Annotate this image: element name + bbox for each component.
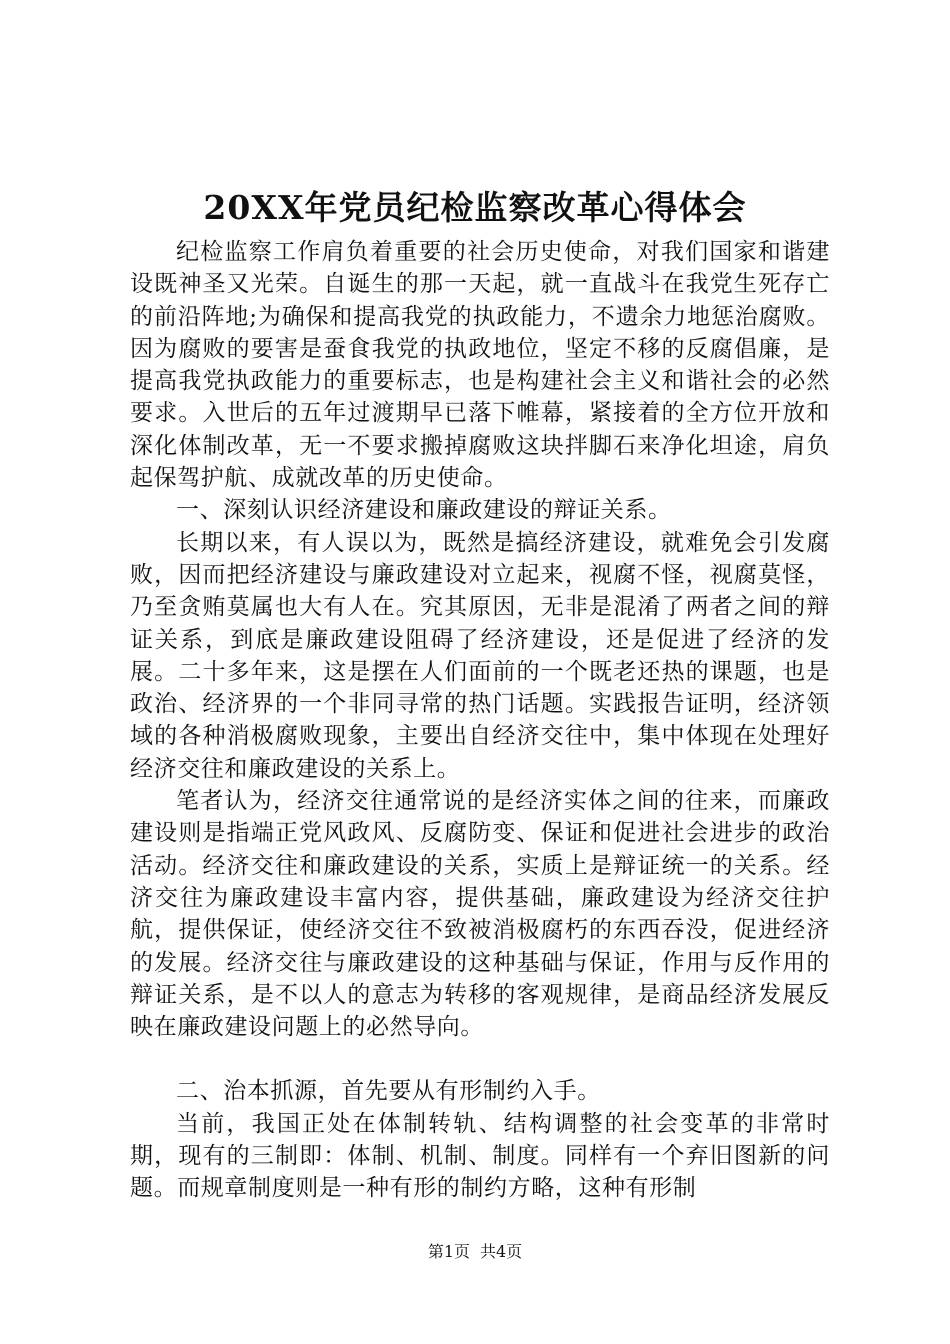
page-footer xyxy=(0,1242,950,1262)
document-body xyxy=(130,236,830,1205)
section-heading-1: 一、深刻认识经济建设和廉政建设的辩证关系。 xyxy=(176,497,672,524)
paragraph-intro: 纪检监察工作肩负着重要的社会历史使命，对我们国家和谐建设既神圣又光荣。自诞生的那一天起，就一直战斗在我党生死存亡的前沿阵地;为确保和提高我党的执政能力，不遗余力地惩治腐败。因为腐败的要害是蚕食我党的执政地位，坚定不移的反腐倡廉，是提高我党执政能力的重要标志，也是构建社会主义和谐社会的必然要求。入世后的五年过渡期早已落下帷幕，紧接着的全方位开放和深化体制改革，无一不要求搬掉腐败这块拌脚石来净化坦途，肩负起保驾护航、成就改革的历史使命。 xyxy=(130,239,830,492)
page-number-total: 共4页 xyxy=(480,1242,523,1261)
page-number-current: 第1页 xyxy=(427,1242,470,1261)
paragraph-section-1b: 笔者认为，经济交往通常说的是经济实体之间的往来，而廉政建设则是指端正党风政风、反腐防变、保证和促进社会进步的政治活动。经济交往和廉政建设的关系，实质上是辩证统一的关系。经济交往为廉政建设丰富内容，提供基础，廉政建设为经济交往护航，提供保证，使经济交往不致被消极腐朽的东西吞没，促进经济的发展。经济交往与廉政建设的这种基础与保证，作用与反作用的辩证关系，是不以人的意志为转移的客观规律，是商品经济发展反映在廉政建设问题上的必然导向。 xyxy=(130,788,830,1041)
paragraph-section-2a: 当前，我国正处在体制转轨、结构调整的社会变革的非常时期，现有的三制即：体制、机制、制度。同样有一个弃旧图新的问题。而规章制度则是一种有形的制约方略，这种有形制 xyxy=(130,1110,830,1202)
section-heading-2: 二、治本抓源，首先要从有形制约入手。 xyxy=(176,1078,601,1105)
page-title: 20XX年党员纪检监察改革心得体会 xyxy=(203,188,747,227)
paragraph-section-1a: 长期以来，有人误以为，既然是搞经济建设，就难免会引发腐败，因而把经济建设与廉政建设对立起来，视腐不怪，视腐莫怪，乃至贪贿莫属也大有人在。究其原因，无非是混淆了两者之间的辩证关系，到底是廉政建设阻碍了经济建设，还是促进了经济的发展。二十多年来，这是摆在人们面前的一个既老还热的课题，也是政治、经济界的一个非同寻常的热门话题。实践报告证明，经济领域的各种消极腐败现象，主要出自经济交往中，集中体现在处理好经济交往和廉政建设的关系上。 xyxy=(130,529,830,782)
